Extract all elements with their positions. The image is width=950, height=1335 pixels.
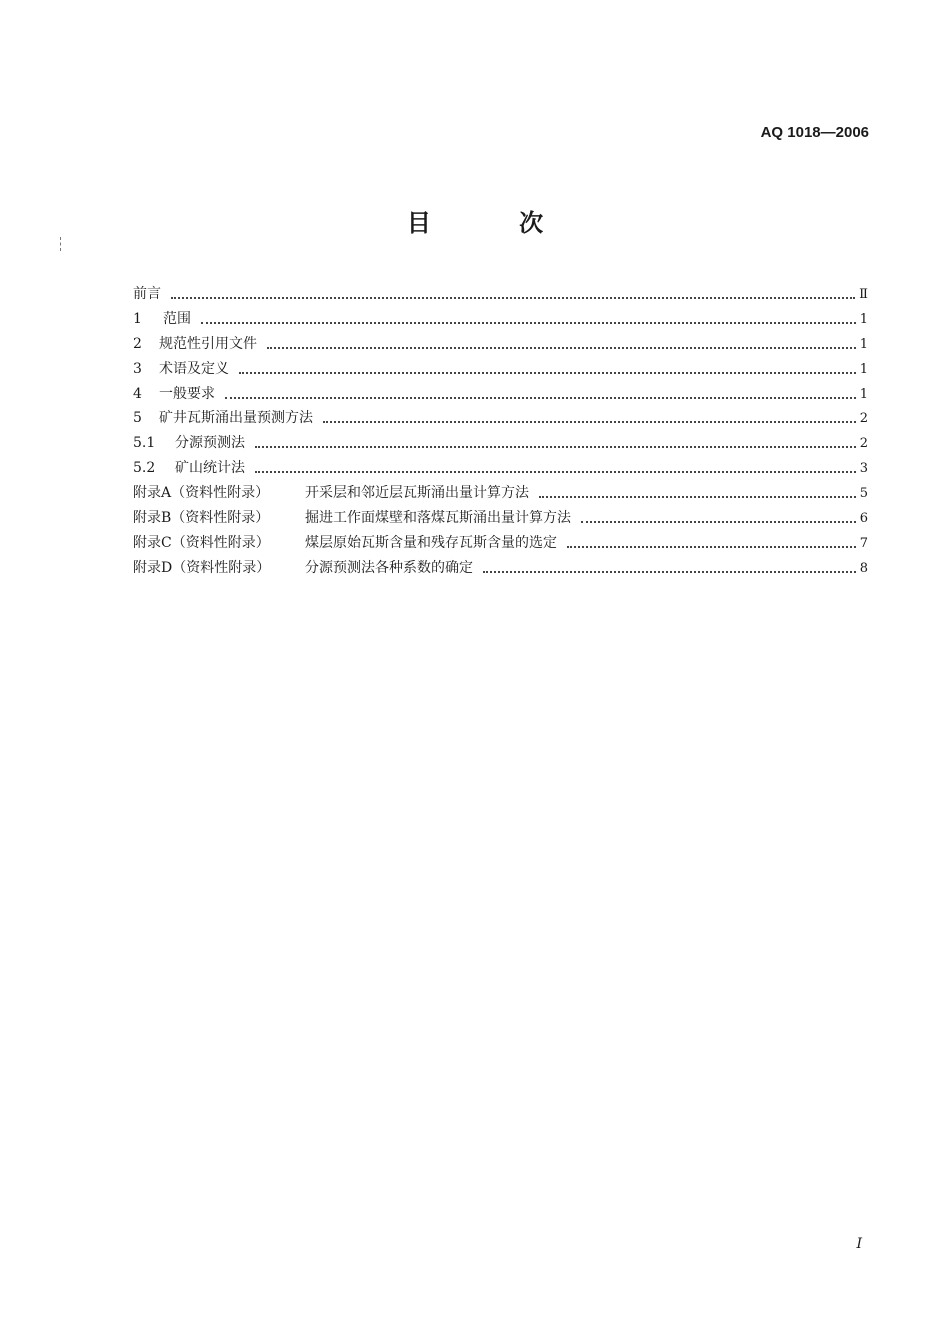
leader-dots xyxy=(483,570,856,573)
leader-dots xyxy=(171,296,855,299)
toc-entry-foreword[interactable] xyxy=(133,283,868,308)
toc-entry-page: 3 xyxy=(859,461,868,477)
toc-entry-appendix-b[interactable] xyxy=(133,507,868,532)
leader-dots xyxy=(255,470,856,473)
toc-entry-title: 规范性引用文件 xyxy=(159,335,257,352)
margin-mark xyxy=(60,237,61,251)
toc-entry-number: 1 xyxy=(133,310,142,327)
toc-entry-number: 5.1 xyxy=(133,435,156,452)
toc-entry-number: 2 xyxy=(133,335,142,352)
leader-dots xyxy=(581,520,856,523)
toc-entry-appendix-d[interactable] xyxy=(133,557,868,582)
toc-entry-title: 分源预测法各种系数的确定 xyxy=(305,559,473,576)
leader-dots xyxy=(267,346,856,349)
toc-entry-page: Ⅱ xyxy=(859,287,868,302)
leader-dots xyxy=(539,495,856,498)
toc-entry-5-2[interactable] xyxy=(133,457,868,482)
toc-entry-number: 4 xyxy=(133,385,142,402)
toc-entry-page: 2 xyxy=(859,411,868,427)
toc-entry-5[interactable] xyxy=(133,407,868,432)
toc-entry-page: 8 xyxy=(859,560,868,576)
toc-entry-appendix-a[interactable] xyxy=(133,482,868,507)
toc-entry-5-1[interactable] xyxy=(133,432,868,457)
toc-entry-title: 术语及定义 xyxy=(159,360,229,377)
table-of-contents xyxy=(133,283,868,582)
toc-entry-number: 5 xyxy=(133,410,142,427)
toc-entry-number: 3 xyxy=(133,360,142,377)
page-title: 目 次 xyxy=(406,209,584,237)
toc-entry-page: 1 xyxy=(859,386,868,402)
toc-entry-title: 矿井瓦斯涌出量预测方法 xyxy=(159,410,313,427)
toc-entry-number: 附录C（资料性附录） xyxy=(133,534,270,551)
toc-entry-number: 附录A（资料性附录） xyxy=(133,485,270,502)
leader-dots xyxy=(323,420,856,423)
toc-entry-number: 附录B（资料性附录） xyxy=(133,510,270,527)
toc-entry-page: 7 xyxy=(859,535,868,551)
toc-entry-title: 范围 xyxy=(163,310,191,327)
standard-code: AQ 1018—2006 xyxy=(760,124,869,141)
toc-entry-3[interactable] xyxy=(133,358,868,383)
toc-entry-2[interactable] xyxy=(133,333,868,358)
toc-entry-page: 1 xyxy=(859,336,868,352)
leader-dots xyxy=(255,445,856,448)
toc-entry-title: 矿山统计法 xyxy=(175,460,245,477)
page-number: I xyxy=(856,1236,862,1252)
leader-dots xyxy=(225,396,856,399)
toc-entry-title: 前言 xyxy=(133,286,161,302)
toc-entry-page: 2 xyxy=(859,436,868,452)
toc-entry-page: 1 xyxy=(859,311,868,327)
leader-dots xyxy=(239,371,856,374)
toc-entry-number: 5.2 xyxy=(133,460,156,477)
toc-entry-title: 分源预测法 xyxy=(175,435,245,452)
toc-entry-page: 6 xyxy=(859,511,868,527)
toc-entry-page: 1 xyxy=(859,361,868,377)
toc-entry-4[interactable] xyxy=(133,383,868,408)
toc-entry-number: 附录D（资料性附录） xyxy=(133,559,271,576)
toc-entry-title: 掘进工作面煤壁和落煤瓦斯涌出量计算方法 xyxy=(305,510,571,527)
toc-entry-page: 5 xyxy=(859,486,868,502)
leader-dots xyxy=(201,321,856,324)
toc-entry-title: 开采层和邻近层瓦斯涌出量计算方法 xyxy=(305,485,529,502)
leader-dots xyxy=(567,545,856,548)
toc-entry-title: 一般要求 xyxy=(159,385,215,402)
toc-entry-1[interactable] xyxy=(133,308,868,333)
toc-entry-title: 煤层原始瓦斯含量和残存瓦斯含量的选定 xyxy=(305,534,557,551)
toc-entry-appendix-c[interactable] xyxy=(133,532,868,557)
